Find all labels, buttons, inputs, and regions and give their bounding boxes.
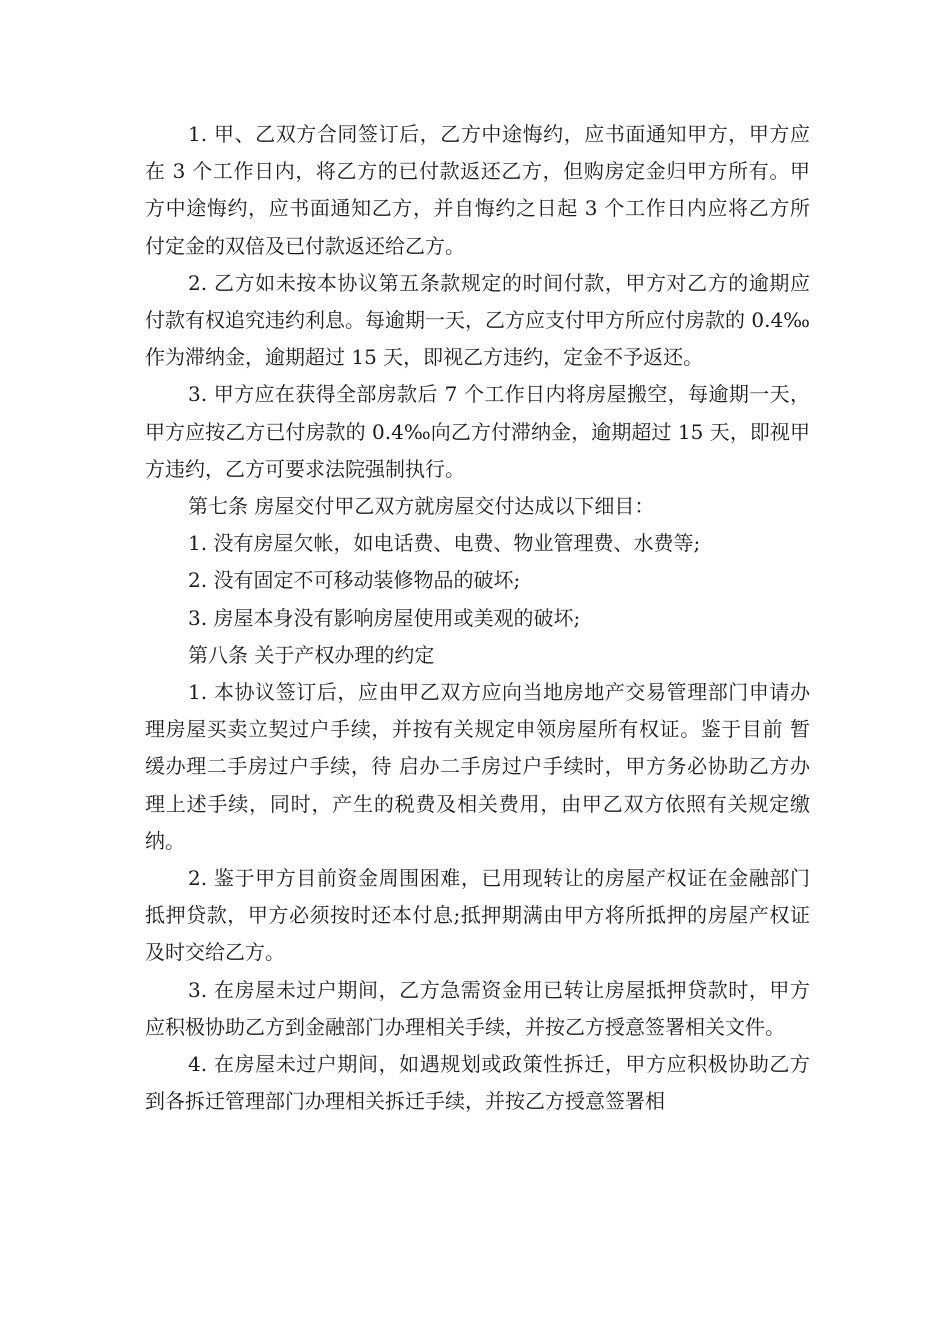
paragraph-breach-1: 1. 甲、乙双方合同签订后，乙方中途悔约，应书面通知甲方，甲方应在 3 个工作日内，将乙方的已付款返还乙方，但购房定金归甲方所有。甲方中途悔约，应书面通知乙方，并自悔约之日起 3 个工作日内应将乙方所付定金的双倍及已付款返还给乙方。 bbox=[145, 122, 810, 258]
paragraph-title-4: 4. 在房屋未过户期间，如遇规划或政策性拆迁，甲方应积极协助乙方到各拆迁管理部门办理相关拆迁手续，并按乙方授意签署相 bbox=[145, 1052, 810, 1114]
paragraph-breach-3: 3. 甲方应在获得全部房款后 7 个工作日内将房屋搬空，每逾期一天，甲方应按乙方已付房款的 0.4‰向乙方付滞纳金，逾期超过 15 天，即视甲方违约，乙方可要求法院强制执行。 bbox=[145, 382, 810, 481]
paragraph-breach-2: 2. 乙方如未按本协议第五条款规定的时间付款，甲方对乙方的逾期应付款有权追究违约利息。每逾期一天，乙方应支付甲方所应付房款的 0.4‰作为滞纳金，逾期超过 15 天，即视乙方违约，定金不予返还。 bbox=[145, 270, 810, 370]
heading-article-7: 第七条 房屋交付甲乙双方就房屋交付达成以下细目： bbox=[188, 494, 655, 519]
paragraph-title-1: 1. 本协议签订后，应由甲乙双方应向当地房地产交易管理部门申请办理房屋买卖立契过户手续，并按有关规定申领房屋所有权证。鉴于目前 暂缓办理二手房过户手续，待 启办二手房过户手续时，甲方务必协助乙方办理上述手续，同时，产生的税费及相关费用，由甲乙双方依照有关规定缴纳。 bbox=[145, 680, 810, 853]
paragraph-delivery-1: 1. 没有房屋欠帐，如电话费、电费、物业管理费、水费等; bbox=[188, 531, 701, 556]
paragraph-delivery-3: 3. 房屋本身没有影响房屋使用或美观的破坏; bbox=[188, 605, 581, 630]
paragraph-title-3: 3. 在房屋未过户期间，乙方急需资金用已转让房屋抵押贷款时，甲方应积极协助乙方到金融部门办理相关手续，并按乙方授意签署相关文件。 bbox=[145, 977, 810, 1039]
paragraph-title-2: 2. 鉴于甲方目前资金周围困难，已用现转让的房屋产权证在金融部门抵押贷款，甲方必须按时还本付息;抵押期满由甲方将所抵押的房屋产权证及时交给乙方。 bbox=[145, 866, 810, 965]
heading-article-8: 第八条 关于产权办理的约定 bbox=[188, 642, 435, 667]
document-body bbox=[145, 116, 810, 1120]
paragraph-delivery-2: 2. 没有固定不可移动装修物品的破坏; bbox=[188, 568, 521, 593]
